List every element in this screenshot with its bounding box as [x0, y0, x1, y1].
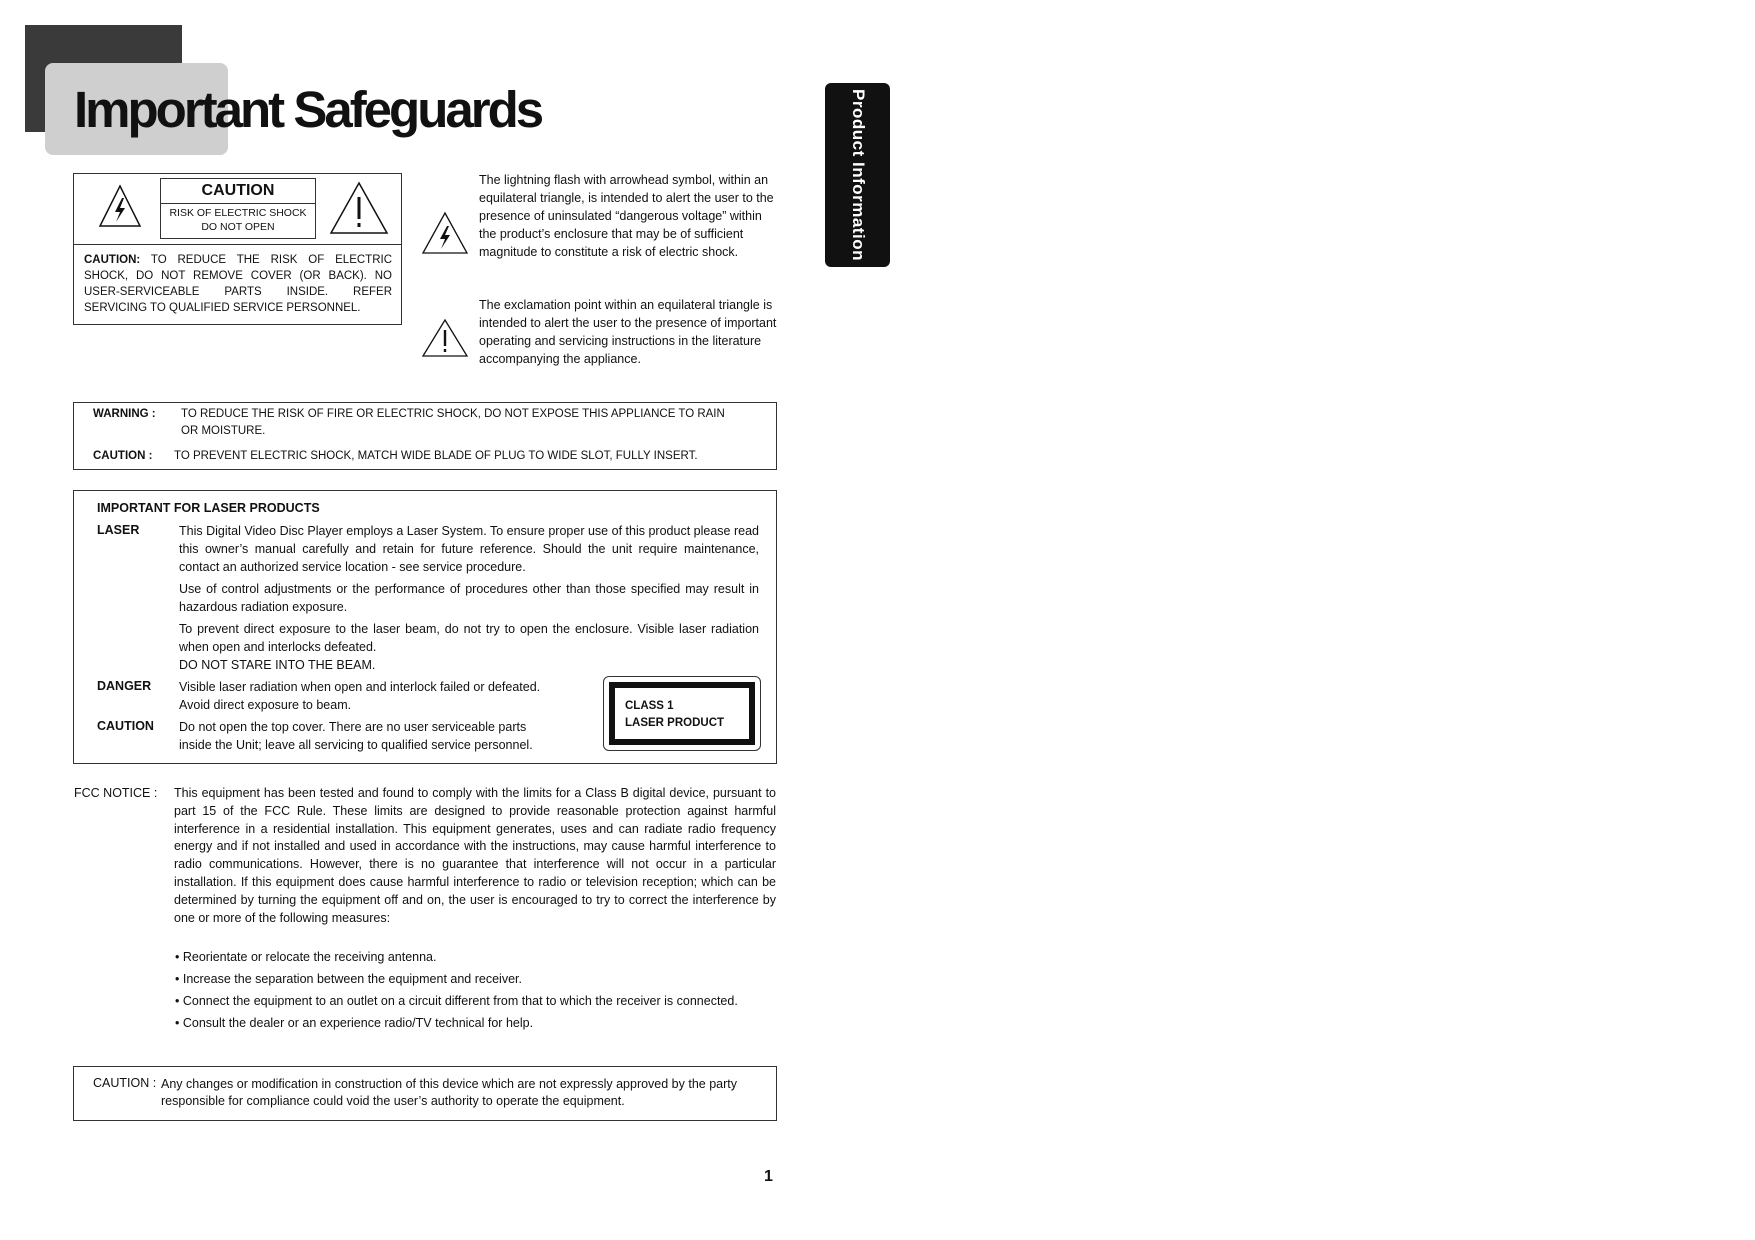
laser-caution-label: CAUTION — [97, 719, 154, 733]
warning-box — [73, 402, 777, 470]
class-line-2: LASER PRODUCT — [625, 717, 725, 729]
lightning-explanation: The lightning flash with arrowhead symbol, within an equilateral triangle, is intended to alert the user to the presence of uninsulated “dangerous voltage” within the product’s enclosure that may be of sufficient magnitude to constitute a risk of electric shock. — [479, 173, 774, 259]
list-item: • Reorientate or relocate the receiving antenna. — [175, 950, 437, 964]
modification-caution-text: Any changes or modification in construction of this device which are not expressly approved by the party responsible for compliance could void the user’s authority to operate the equipment. — [161, 1077, 738, 1108]
fcc-notice-text: This equipment has been tested and found to comply with the limits for a Class B digital device, pursuant to part 15 of the FCC Rule. These limits are designed to provide reasonable protection against harmful interference in a residential installation. This equipment generates, uses and can radiate radio frequency energy and if not installed and used in accordance with the instructions, may cause harmful interference to radio communications. However, there is no guarantee that interference will not occur in a particular installation. If this equipment does cause harmful interference to radio or television reception; which can be determined by turning the equipment off and on, the user is encouraged to try to correct the interference by one or more of the following measures: — [174, 786, 776, 925]
danger-label: DANGER — [97, 679, 152, 693]
caution-heading: CAUTION — [161, 179, 315, 204]
warning-text-line1: TO REDUCE THE RISK OF FIRE OR ELECTRIC SHOCK, DO NOT EXPOSE THIS APPLIANCE TO RAIN — [181, 408, 725, 420]
modification-caution-box — [73, 1066, 777, 1121]
list-item: • Consult the dealer or an experience radio/TV technical for help. — [175, 1016, 534, 1030]
page-number: 1 — [764, 1168, 773, 1185]
warning-text-line2: OR MOISTURE. — [181, 425, 266, 437]
caution-sub-line1: RISK OF ELECTRIC SHOCK — [169, 207, 307, 219]
list-item: • Increase the separation between the equipment and receiver. — [175, 972, 522, 986]
caution-sub-line2: DO NOT OPEN — [201, 221, 275, 233]
laser-label: LASER — [97, 523, 140, 537]
class1-laser-text — [625, 698, 724, 732]
plug-caution-label: CAUTION : — [93, 450, 153, 462]
laser-paragraph-3: To prevent direct exposure to the laser beam, do not try to open the enclosure. Visible laser radiation when open and interlocks defeated. — [179, 622, 759, 654]
caution-box-header — [74, 174, 401, 245]
exclamation-symbol-icon — [421, 318, 469, 358]
plug-caution-text: TO PREVENT ELECTRIC SHOCK, MATCH WIDE BLADE OF PLUG TO WIDE SLOT, FULLY INSERT. — [174, 450, 698, 462]
exclamation-explanation: The exclamation point within an equilateral triangle is intended to alert the user to the presence of important operating and servicing instructions in the literature accompanying the appliance. — [479, 298, 777, 366]
caution-body-label: CAUTION: — [84, 254, 141, 266]
laser-paragraph-4: DO NOT STARE INTO THE BEAM. — [179, 658, 376, 672]
lightning-triangle-icon — [98, 184, 142, 228]
fcc-notice-label: FCC NOTICE : — [74, 786, 158, 800]
caution-label-box — [160, 178, 316, 239]
class1-laser-label — [603, 676, 761, 751]
side-tab-label: Product Information — [848, 89, 868, 261]
warning-label: WARNING : — [93, 408, 156, 420]
caution-body — [84, 252, 392, 316]
list-item: • Connect the equipment to an outlet on a circuit different from that to which the receiver is connected. — [175, 994, 738, 1008]
laser-products-box — [73, 490, 777, 764]
laser-caution-text-line1: Do not open the top cover. There are no user serviceable parts — [179, 720, 527, 734]
danger-text-line2: Avoid direct exposure to beam. — [179, 698, 352, 712]
laser-paragraph-1: This Digital Video Disc Player employs a Laser System. To ensure proper use of this product please read this owner’s manual carefully and retain for future reference. Should the unit require maintenance, contact an authorized service location - see service procedure. — [179, 524, 759, 574]
side-tab — [825, 83, 890, 267]
modification-caution-label: CAUTION : — [93, 1076, 157, 1090]
fcc-measures-list — [175, 948, 776, 1036]
laser-box-title: IMPORTANT FOR LASER PRODUCTS — [97, 501, 320, 515]
lightning-symbol-icon — [421, 211, 469, 255]
caution-box — [73, 173, 402, 325]
exclamation-triangle-icon — [329, 181, 389, 235]
class-line-1: CLASS 1 — [625, 700, 674, 712]
class1-laser-label-inner — [609, 682, 755, 745]
caution-body-text: TO REDUCE THE RISK OF ELECTRIC SHOCK, DO NOT REMOVE COVER (OR BACK). NO USER-SERVICEABLE PARTS INSIDE. REFER SERVICING TO QUALIFIED SERVICE PERSONNEL. — [84, 254, 392, 314]
laser-paragraph-2: Use of control adjustments or the performance of procedures other than those specified may result in hazardous radiation exposure. — [179, 582, 759, 614]
laser-caution-text-line2: inside the Unit; leave all servicing to qualified service personnel. — [179, 738, 533, 752]
danger-text-line1: Visible laser radiation when open and interlock failed or defeated. — [179, 680, 541, 694]
page-title: Important Safeguards — [74, 81, 542, 138]
